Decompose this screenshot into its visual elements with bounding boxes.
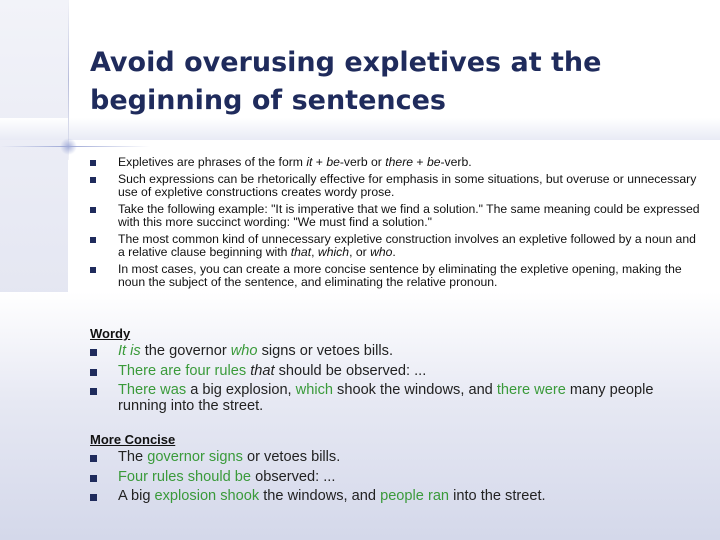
intro-section <box>90 156 700 293</box>
square-bullet-icon <box>90 349 97 356</box>
concise-item: Four rules should be observed: ... <box>90 470 700 486</box>
background-band <box>0 118 720 140</box>
decorative-sparkle <box>60 138 77 155</box>
concise-section <box>90 432 700 509</box>
concise-item: A big explosion shook the windows, and people ran into the street. <box>90 489 700 505</box>
slide-title: Avoid overusing expletives at the beginning of sentences <box>90 47 602 116</box>
square-bullet-icon <box>90 207 96 213</box>
wordy-section <box>90 326 700 418</box>
wordy-item: It is the governor who signs or vetoes bills. <box>90 344 700 360</box>
concise-heading: More Concise <box>90 432 176 447</box>
wordy-item: There are four rules that should be observed: ... <box>90 364 700 380</box>
square-bullet-icon <box>90 388 97 395</box>
intro-list <box>90 156 700 290</box>
square-bullet-icon <box>90 237 96 243</box>
wordy-heading: Wordy <box>90 326 131 341</box>
intro-item: Take the following example: "It is imperative that we find a solution." The same meaning could be expressed with this more succinct wording: "We must find a solution." <box>90 203 700 230</box>
concise-item: The governor signs or vetoes bills. <box>90 450 700 466</box>
square-bullet-icon <box>90 494 97 501</box>
decorative-vertical-line <box>68 0 69 160</box>
intro-item: Expletives are phrases of the form it + be-verb or there + be-verb. <box>90 156 700 170</box>
intro-item: The most common kind of unnecessary expletive construction involves an expletive followed by a noun and a relative clause beginning with that, which, or who. <box>90 233 700 260</box>
intro-item: Such expressions can be rhetorically effective for emphasis in some situations, but overuse or unnecessary use of expletive constructions creates wordy prose. <box>90 173 700 200</box>
concise-list <box>90 450 700 505</box>
wordy-list <box>90 344 700 414</box>
square-bullet-icon <box>90 475 97 482</box>
square-bullet-icon <box>90 267 96 273</box>
square-bullet-icon <box>90 177 96 183</box>
square-bullet-icon <box>90 369 97 376</box>
wordy-item: There was a big explosion, which shook the windows, and there were many people running into the street. <box>90 383 700 414</box>
square-bullet-icon <box>90 160 96 166</box>
square-bullet-icon <box>90 455 97 462</box>
intro-item: In most cases, you can create a more concise sentence by eliminating the expletive opening, making the noun the subject of the sentence, and eliminating the relative pronoun. <box>90 263 700 290</box>
